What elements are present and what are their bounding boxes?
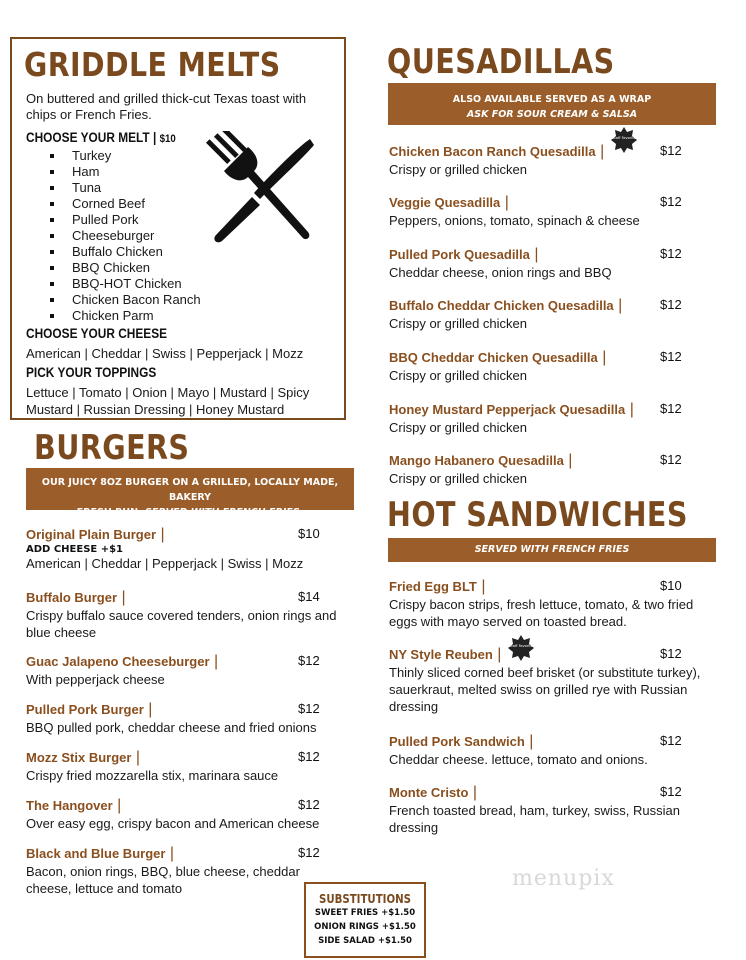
item-price: $12 [660,401,682,416]
burger-item: Pulled Pork Burger | $12 BBQ pulled pork, cheddar cheese and fried onions [26,701,356,736]
item-description: Over easy egg, crispy bacon and American cheese [26,816,320,831]
hot-sandwiches-banner [388,538,716,562]
cheese-options: American | Cheddar | Swiss | Pepperjack | Mozz [26,346,304,361]
item-description: BBQ pulled pork, cheddar cheese and fried onions [26,720,317,735]
melt-option: Chicken Parm [50,308,201,324]
watermark: menupix [512,866,615,891]
quesadillas-banner-line-2 [388,107,716,122]
item-price: $12 [298,749,320,764]
burgers-banner-text: FRESH BUN. [76,507,142,518]
item-price: $12 [660,733,682,748]
hot-sandwiches-banner-text: SERVED WITH FRENCH FRIES [474,544,630,555]
burger-item: The Hangover | $12 Over easy egg, crispy bacon and American cheese [26,797,356,832]
item-name: Buffalo Burger [26,590,117,605]
item-name: The Hangover [26,798,113,813]
choose-melt-heading [26,130,176,145]
fork-and-knife-icon [202,131,320,249]
griddle-melts-description: On buttered and grilled thick-cut Texas toast with chips or French Fries. [26,91,307,122]
quesadilla-item: Mango Habanero Quesadilla | $12 Crispy or grilled chicken [389,452,719,487]
item-price: $10 [660,578,682,593]
item-price: $12 [660,194,682,209]
item-description: Crispy or grilled chicken [389,162,527,177]
quesadilla-item: Honey Mustard Pepperjack Quesadilla | $12 Crispy or grilled chicken [389,401,719,436]
add-cheese-note: ADD CHEESE +$1 [26,544,124,555]
burgers-banner [26,468,354,518]
item-price: $12 [660,784,682,799]
toppings-line-1: Lettuce | Tomato | Onion | Mayo | Mustard | Spicy [26,385,310,400]
griddle-melts-box [10,37,346,420]
item-description: Crispy buffalo sauce covered tenders, onion rings and blue cheese [26,608,337,640]
item-name: Fried Egg BLT [389,579,477,594]
burger-item: Black and Blue Burger | $12 Bacon, onion rings, BBQ, blue cheese, cheddar cheese, lettuce and tomato [26,845,320,896]
substitutions-title: SUBSTITUTIONS [318,892,412,906]
hot-sandwich-item: Fried Egg BLT | $10 Crispy bacon strips, fresh lettuce, tomato, & two fried eggs with mayo served on toasted bread. [389,578,719,630]
substitution-line: ONION RINGS +$1.50 [314,922,416,932]
item-name: Pulled Pork Sandwich [389,734,525,749]
burger-item: Guac Jalapeno Cheeseburger | $12 With pepperjack cheese [26,653,356,688]
staff-favorite-badge-icon [508,635,534,661]
item-description: Crispy or grilled chicken [389,420,527,435]
item-price: $12 [298,797,320,812]
pick-toppings-heading: PICK YOUR TOPPINGS [26,365,157,380]
item-description: Cheddar cheese, onion rings and BBQ [389,265,612,280]
melt-option: Turkey [50,148,201,164]
item-price: $12 [660,143,682,158]
choose-cheese-heading: CHOOSE YOUR CHEESE [26,326,168,341]
burger-item: Mozz Stix Burger | $12 Crispy fried mozzarella stix, marinara sauce [26,749,356,784]
item-name: NY Style Reuben [389,647,493,662]
melt-option: Pulled Pork [50,212,201,228]
item-name: Chicken Bacon Ranch Quesadilla [389,144,596,159]
item-name: Mango Habanero Quesadilla [389,453,564,468]
item-name: BBQ Cheddar Chicken Quesadilla [389,350,598,365]
item-price: $12 [298,653,320,668]
item-description: American | Cheddar | Pepperjack | Swiss | Mozz [26,556,304,571]
melt-option: Corned Beef [50,196,201,212]
burgers-banner-italic: SERVED WITH FRENCH FRIES. [145,507,304,518]
item-name: Black and Blue Burger [26,846,166,861]
item-price: $14 [298,589,320,604]
item-name: Monte Cristo [389,785,469,800]
item-description: Crispy or grilled chicken [389,368,527,383]
item-description: Peppers, onions, tomato, spinach & cheese [389,213,640,228]
item-name: Honey Mustard Pepperjack Quesadilla [389,402,626,417]
item-description: Crispy bacon strips, fresh lettuce, tomato, & two fried eggs with mayo served on toasted bread. [389,597,694,629]
hot-sandwich-item: NY Style Reuben | $12 Thinly sliced corned beef brisket (or substitute turkey), sauerkraut, melted swiss on grilled rye with Russian dressing [389,646,719,715]
melt-price: $10 [159,133,176,145]
item-description: Cheddar cheese. lettuce, tomato and onions. [389,752,648,767]
melt-option: Tuna [50,180,201,196]
item-price: $12 [660,646,682,661]
melt-option: BBQ Chicken [50,260,201,276]
item-name: Pulled Pork Burger [26,702,144,717]
hot-sandwiches-title: HOT SANDWICHES [387,495,688,535]
melt-option: Cheeseburger [50,228,201,244]
item-description: Crispy fried mozzarella stix, marinara sauce [26,768,279,783]
burger-item: Original Plain Burger | $10 ADD CHEESE +$1 American | Cheddar | Pepperjack | Swiss | Mozz [26,526,356,572]
item-description: Bacon, onion rings, BBQ, blue cheese, cheddar cheese, lettuce and tomato [26,864,300,896]
item-name: Mozz Stix Burger [26,750,132,765]
quesadillas-banner [388,83,716,125]
item-price: $12 [660,297,682,312]
item-description: With pepperjack cheese [26,672,165,687]
quesadillas-banner-line-1: ALSO AVAILABLE SERVED AS A WRAP [452,94,652,105]
quesadilla-item: BBQ Cheddar Chicken Quesadilla | $12 Crispy or grilled chicken [389,349,719,384]
item-description: Crispy or grilled chicken [389,471,527,486]
quesadillas-banner-italic: ASK FOR SOUR CREAM & SALSA [466,109,638,120]
item-price: $12 [660,246,682,261]
item-price: $12 [298,845,320,860]
item-name: Veggie Quesadilla [389,195,501,210]
item-name: Pulled Pork Quesadilla [389,247,530,262]
burgers-banner-line-1: OUR JUICY 8OZ BURGER ON A GRILLED, LOCALLY MADE, BAKERY [41,477,339,503]
item-price: $10 [298,526,320,541]
item-price: $12 [660,349,682,364]
toppings-line-2: Mustard | Russian Dressing | Honey Mustard [26,402,285,417]
choose-melt-label: CHOOSE YOUR MELT | [26,130,157,145]
substitutions-box [304,882,426,958]
burgers-banner-line-2 [26,505,354,520]
quesadilla-item: Veggie Quesadilla | $12 Peppers, onions, tomato, spinach & cheese [389,194,719,229]
melt-option: BBQ-HOT Chicken [50,276,201,292]
melt-list [50,148,201,324]
melt-option: Chicken Bacon Ranch [50,292,201,308]
staff-favorite-badge-icon [611,127,637,153]
quesadilla-item: Pulled Pork Quesadilla | $12 Cheddar cheese, onion rings and BBQ [389,246,719,281]
burger-item: Buffalo Burger | $14 Crispy buffalo sauce covered tenders, onion rings and blue cheese [26,589,356,641]
badge-label: Staff Favorite [509,644,533,648]
item-name: Guac Jalapeno Cheeseburger [26,654,210,669]
item-price: $12 [660,452,682,467]
item-price: $12 [298,701,320,716]
quesadilla-item: Chicken Bacon Ranch Quesadilla | $12 Crispy or grilled chicken [389,143,719,178]
burgers-title: BURGERS [34,428,190,468]
melt-option: Buffalo Chicken [50,244,201,260]
substitution-line: SIDE SALAD +$1.50 [318,936,412,946]
item-description: Thinly sliced corned beef brisket (or substitute turkey), sauerkraut, melted swiss on grilled rye with Russian dressing [389,665,701,714]
quesadilla-item: Buffalo Cheddar Chicken Quesadilla | $12 Crispy or grilled chicken [389,297,719,332]
substitution-line: SWEET FRIES +$1.50 [314,908,416,918]
badge-label: Staff Favorite [612,136,636,140]
griddle-melts-title: GRIDDLE MELTS [24,45,281,84]
quesadillas-title: QUESADILLAS [387,42,615,82]
item-description: Crispy or grilled chicken [389,316,527,331]
item-name: Original Plain Burger [26,527,157,542]
item-description: French toasted bread, ham, turkey, swiss, Russian dressing [389,803,680,835]
item-name: Buffalo Cheddar Chicken Quesadilla [389,298,614,313]
melt-option: Ham [50,164,201,180]
hot-sandwich-item: Pulled Pork Sandwich | $12 Cheddar cheese. lettuce, tomato and onions. [389,733,719,768]
hot-sandwich-item: Monte Cristo | $12 French toasted bread, ham, turkey, swiss, Russian dressing [389,784,719,836]
